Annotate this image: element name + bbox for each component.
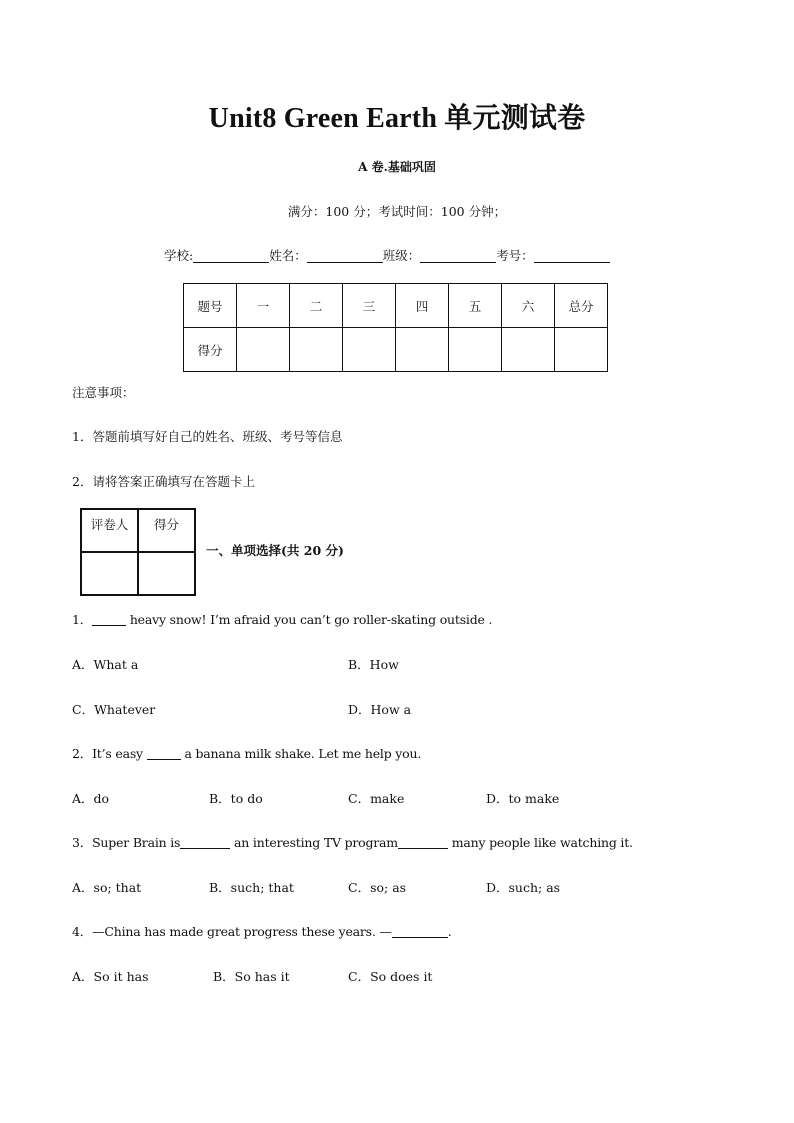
score-header-cell: 一 <box>237 284 290 328</box>
option-c[interactable]: C．Whatever <box>72 702 156 717</box>
subtitle: A 卷.基础巩固 <box>358 160 436 174</box>
grader-score-cell[interactable] <box>138 552 195 595</box>
school-label: 学校: <box>164 248 194 263</box>
score-table-score-row <box>184 328 608 372</box>
option-b[interactable]: B．such; that <box>209 880 294 895</box>
question-text: . <box>447 924 452 939</box>
score-table-header-row <box>184 284 608 328</box>
option-d[interactable]: D．such; as <box>486 880 561 895</box>
question-1 <box>72 610 492 628</box>
question-text: heavy snow! I’m afraid you can’t go roller-skating outside . <box>126 612 493 627</box>
grader-reviewer-label: 评卷人 <box>81 509 138 552</box>
question-text: many people like watching it. <box>447 835 633 850</box>
name-blank[interactable] <box>307 248 383 263</box>
answer-blank[interactable] <box>392 925 448 938</box>
score-header-cell: 六 <box>502 284 555 328</box>
option-c[interactable]: C．make <box>348 791 405 806</box>
score-cell[interactable] <box>290 328 343 372</box>
question-number: 3． <box>72 835 93 850</box>
info-line <box>164 246 610 264</box>
score-header-cell: 四 <box>396 284 449 328</box>
question-number: 4． <box>72 924 93 939</box>
option-a[interactable]: A．What a <box>72 657 139 672</box>
option-d[interactable]: D．to make <box>486 791 560 806</box>
answer-blank[interactable] <box>398 836 448 849</box>
school-blank[interactable] <box>193 248 269 263</box>
question-3 <box>72 833 633 851</box>
notes-title: 注意事项： <box>72 385 135 400</box>
score-info: 满分：100 分；考试时间：100 分钟； <box>287 204 507 219</box>
question-text: It’s easy <box>92 746 147 761</box>
option-c[interactable]: C．So does it <box>348 969 433 984</box>
question-4 <box>72 922 452 940</box>
grader-table <box>80 508 196 596</box>
name-label: 姓名： <box>269 248 307 263</box>
option-d[interactable]: D．How a <box>348 702 412 717</box>
grader-score-label: 得分 <box>138 509 195 552</box>
question-text: a banana milk shake. Let me help you. <box>180 746 422 761</box>
class-label: 班级： <box>382 248 421 263</box>
option-a[interactable]: A．so; that <box>72 880 142 895</box>
question-2 <box>72 744 421 762</box>
section-title: 一、单项选择(共 20 分) <box>206 543 344 558</box>
score-header-cell: 五 <box>449 284 502 328</box>
option-a[interactable]: A．do <box>72 791 110 806</box>
note-item: 2．请将答案正确填写在答题卡上 <box>72 474 255 489</box>
exam-no-label: 考号： <box>496 248 534 263</box>
score-cell[interactable] <box>555 328 608 372</box>
question-text: —China has made great progress these years. — <box>92 924 392 939</box>
grader-reviewer-cell[interactable] <box>81 552 138 595</box>
option-b[interactable]: B．to do <box>209 791 263 806</box>
answer-blank[interactable] <box>92 613 126 626</box>
option-b[interactable]: B．How <box>348 657 399 672</box>
score-header-cell: 题号 <box>184 284 237 328</box>
page-title: Unit8 Green Earth 单元测试卷 <box>208 103 586 134</box>
score-cell[interactable] <box>237 328 290 372</box>
score-row-label: 得分 <box>184 328 237 372</box>
score-header-cell: 总分 <box>555 284 608 328</box>
score-header-cell: 二 <box>290 284 343 328</box>
exam-no-blank[interactable] <box>534 248 610 263</box>
question-number: 2． <box>72 746 93 761</box>
answer-blank[interactable] <box>147 747 181 760</box>
score-cell[interactable] <box>396 328 449 372</box>
question-text: Super Brain is <box>92 835 181 850</box>
score-cell[interactable] <box>343 328 396 372</box>
option-b[interactable]: B．So has it <box>213 969 290 984</box>
score-table <box>183 283 608 372</box>
question-number: 1． <box>72 612 93 627</box>
score-header-cell: 三 <box>343 284 396 328</box>
class-blank[interactable] <box>420 248 496 263</box>
answer-blank[interactable] <box>180 836 230 849</box>
question-text: an interesting TV program <box>230 835 398 850</box>
score-cell[interactable] <box>449 328 502 372</box>
option-a[interactable]: A．So it has <box>72 969 149 984</box>
note-item: 1．答题前填写好自己的姓名、班级、考号等信息 <box>72 429 343 444</box>
score-cell[interactable] <box>502 328 555 372</box>
option-c[interactable]: C．so; as <box>348 880 407 895</box>
